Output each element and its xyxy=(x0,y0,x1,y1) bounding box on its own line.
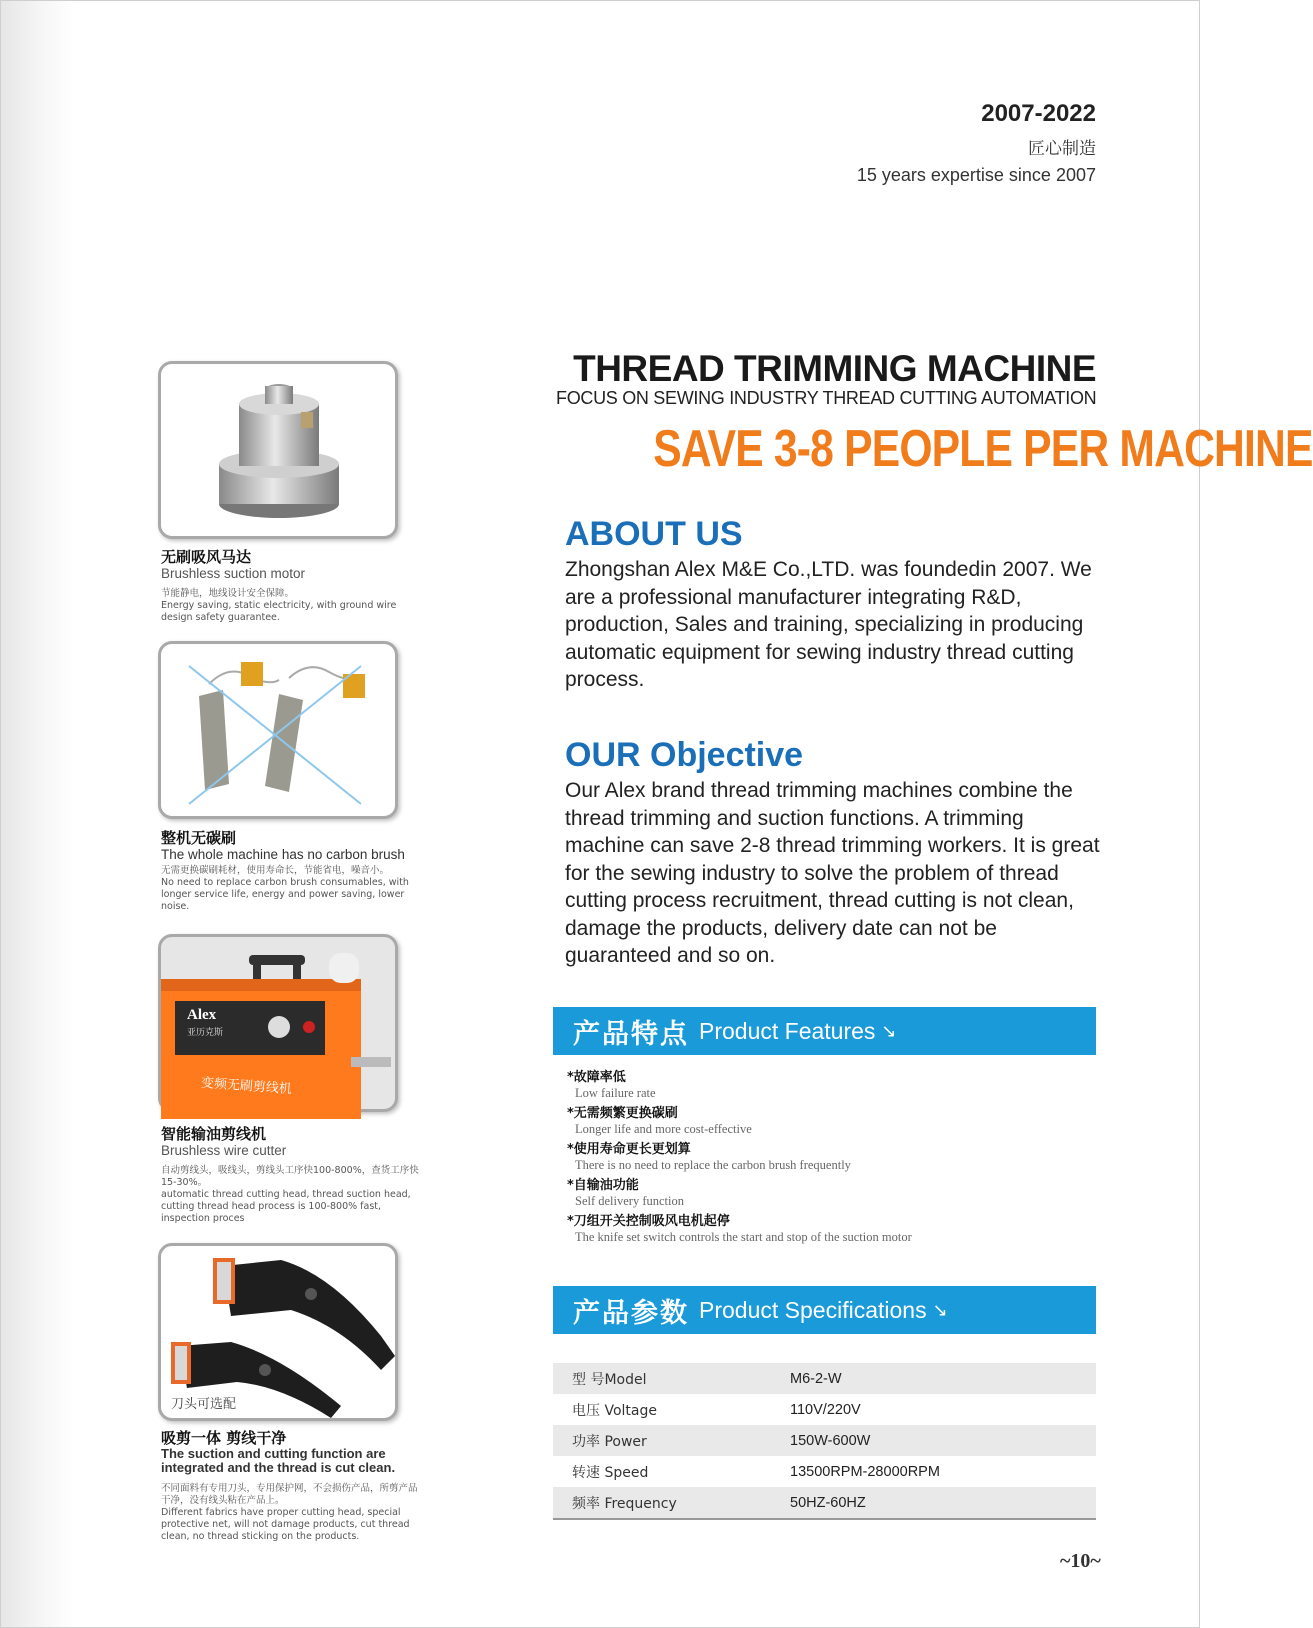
brush-desc xyxy=(161,865,426,913)
features-banner-cn: 产品特点 xyxy=(573,1018,689,1050)
table-row xyxy=(553,1456,1096,1487)
knife-desc-en: Different fabrics have proper cutting head, special protective net, will not damage products, cut thread clean, no thread sticking on the products. xyxy=(161,1507,410,1542)
feature-en: The knife set switch controls the start and stop of the suction motor xyxy=(575,1230,912,1244)
spec-value: 13500RPM-28000RPM xyxy=(790,1463,940,1480)
spec-key: 频率 Frequency xyxy=(572,1495,677,1512)
years-range: 2007-2022 xyxy=(981,100,1096,127)
objective-heading: OUR Objective xyxy=(565,736,804,774)
brush-desc-en: No need to replace carbon brush consumables, with longer service life, energy and power saving, lower noise. xyxy=(161,877,409,912)
about-text: Zhongshan Alex M&E Co.,LTD. was foundedin 2007. We are a professional manufacturer integrating R&D, production, Sales and training, specializing in producing automatic equipment for sewing industry thread cutting process. xyxy=(565,558,1092,691)
page-shadow xyxy=(0,0,75,1628)
feature-en: Longer life and more cost-effective xyxy=(575,1122,752,1136)
specs-table xyxy=(553,1363,1096,1520)
list-item xyxy=(567,1214,1107,1244)
cutter-title-cn: 智能输油剪线机 xyxy=(161,1125,267,1143)
spec-key: 电压 Voltage xyxy=(572,1402,657,1419)
specs-banner xyxy=(553,1286,1096,1334)
feature-cn: *刀组开关控制吸风电机起停 xyxy=(567,1214,730,1229)
carbon-brush-image xyxy=(158,641,398,819)
knife-title-en: The suction and cutting function are integrated and the thread is cut clean. xyxy=(161,1446,396,1475)
table-row xyxy=(553,1487,1096,1518)
table-row xyxy=(553,1425,1096,1456)
cutter-desc-cn: 自动剪线头，吸线头，剪线头工序快100-800%，查货工序快15-30%。 xyxy=(161,1165,419,1188)
feature-cn: *自输油功能 xyxy=(567,1178,639,1193)
carbon-brush-icon xyxy=(161,644,395,816)
list-item xyxy=(567,1142,1107,1172)
cn-tagline: 匠心制造 xyxy=(1028,139,1096,159)
spec-key: 功率 Power xyxy=(572,1433,647,1450)
save-slogan: SAVE 3-8 PEOPLE PER MACHINE xyxy=(653,420,1313,478)
feature-en: Self delivery function xyxy=(575,1194,684,1208)
brush-title-cn: 整机无碳刷 xyxy=(161,829,237,847)
brush-desc-cn: 无需更换碳刷耗材，使用寿命长，节能省电，噪音小。 xyxy=(161,865,390,876)
feature-cn: *使用寿命更长更划算 xyxy=(567,1142,691,1157)
motor-icon xyxy=(161,364,395,536)
brush-title-en: The whole machine has no carbon brush xyxy=(161,847,405,862)
features-banner-en: Product Features xyxy=(699,1017,876,1044)
brand-logo: Alex xyxy=(187,1007,217,1023)
arrow-down-right-icon: ↘ xyxy=(932,1299,948,1321)
knife-title-cn: 吸剪一体 剪线干净 xyxy=(161,1429,287,1447)
about-heading: ABOUT US xyxy=(565,515,743,553)
motor-title-en: Brushless suction motor xyxy=(161,566,306,581)
list-item xyxy=(567,1070,1107,1100)
feature-cn: *故障率低 xyxy=(567,1070,626,1085)
list-item xyxy=(567,1106,1107,1136)
knife-caption xyxy=(161,1429,426,1543)
knife-desc-cn: 不同面料有专用刀头，专用保护网，不会损伤产品，所剪产品干净，没有线头粘在产品上。 xyxy=(161,1483,418,1506)
spec-value: 150W-600W xyxy=(790,1432,871,1449)
motor-image xyxy=(158,361,398,539)
since-tagline: 15 years expertise since 2007 xyxy=(856,165,1096,185)
motor-desc-cn: 节能静电，地线设计安全保障。 xyxy=(161,588,295,599)
machine-panel-text: 变频无刷剪线机 xyxy=(200,1075,293,1098)
features-banner xyxy=(553,1007,1096,1055)
cutter-desc xyxy=(161,1165,426,1225)
knife-optional-label: 刀头可选配 xyxy=(171,1397,237,1412)
cutter-caption xyxy=(161,1125,426,1225)
spec-value: 110V/220V xyxy=(790,1401,861,1418)
motor-title-cn: 无刷吸风马达 xyxy=(161,548,252,566)
spec-key: 转速 Speed xyxy=(572,1464,649,1481)
cutter-title-en: Brushless wire cutter xyxy=(161,1143,287,1158)
feature-cn: *无需频繁更换碳刷 xyxy=(567,1106,678,1121)
list-item xyxy=(567,1178,1107,1208)
objective-text: Our Alex brand thread trimming machines combine the thread trimming and suction functions. A trimming machine can save 2-8 thread trimming workers. It is great for the sewing industry to solve the problem of thread cutting process recruitment, thread cutting is not clean, damage the products, delivery date can not be guaranteed and so on. xyxy=(565,779,1100,967)
arrow-down-right-icon: ↘ xyxy=(881,1020,897,1042)
knife-head-image xyxy=(158,1243,398,1421)
cutter-desc-en: automatic thread cutting head, thread suction head, cutting thread head process is 100-800% fast, inspection proces xyxy=(161,1189,411,1224)
brush-caption xyxy=(161,829,426,913)
page-number: ~10~ xyxy=(1060,1550,1101,1572)
features-list xyxy=(567,1070,1107,1250)
spec-value: 50HZ-60HZ xyxy=(790,1494,866,1511)
title-block xyxy=(556,348,1313,479)
motor-caption xyxy=(161,548,426,624)
spec-value: M6-2-W xyxy=(790,1370,842,1387)
brand-logo-cn: 亚历克斯 xyxy=(187,1028,224,1038)
table-row xyxy=(553,1363,1096,1394)
feature-en: Low failure rate xyxy=(575,1086,656,1100)
page-subtitle: FOCUS ON SEWING INDUSTRY THREAD CUTTING AUTOMATION xyxy=(556,388,1097,408)
page-title: THREAD TRIMMING MACHINE xyxy=(573,348,1096,389)
motor-desc xyxy=(161,588,426,624)
page-header xyxy=(857,100,1096,186)
specs-banner-cn: 产品参数 xyxy=(573,1297,689,1329)
knife-desc xyxy=(161,1483,426,1543)
motor-desc-en: Energy saving, static electricity, with ground wire design safety guarantee. xyxy=(161,600,397,623)
table-row xyxy=(553,1394,1096,1425)
feature-en: There is no need to replace the carbon brush frequently xyxy=(575,1158,851,1172)
specs-banner-en: Product Specifications xyxy=(699,1296,927,1323)
spec-key: 型 号Model xyxy=(572,1371,647,1388)
wire-cutter-image xyxy=(158,934,398,1112)
